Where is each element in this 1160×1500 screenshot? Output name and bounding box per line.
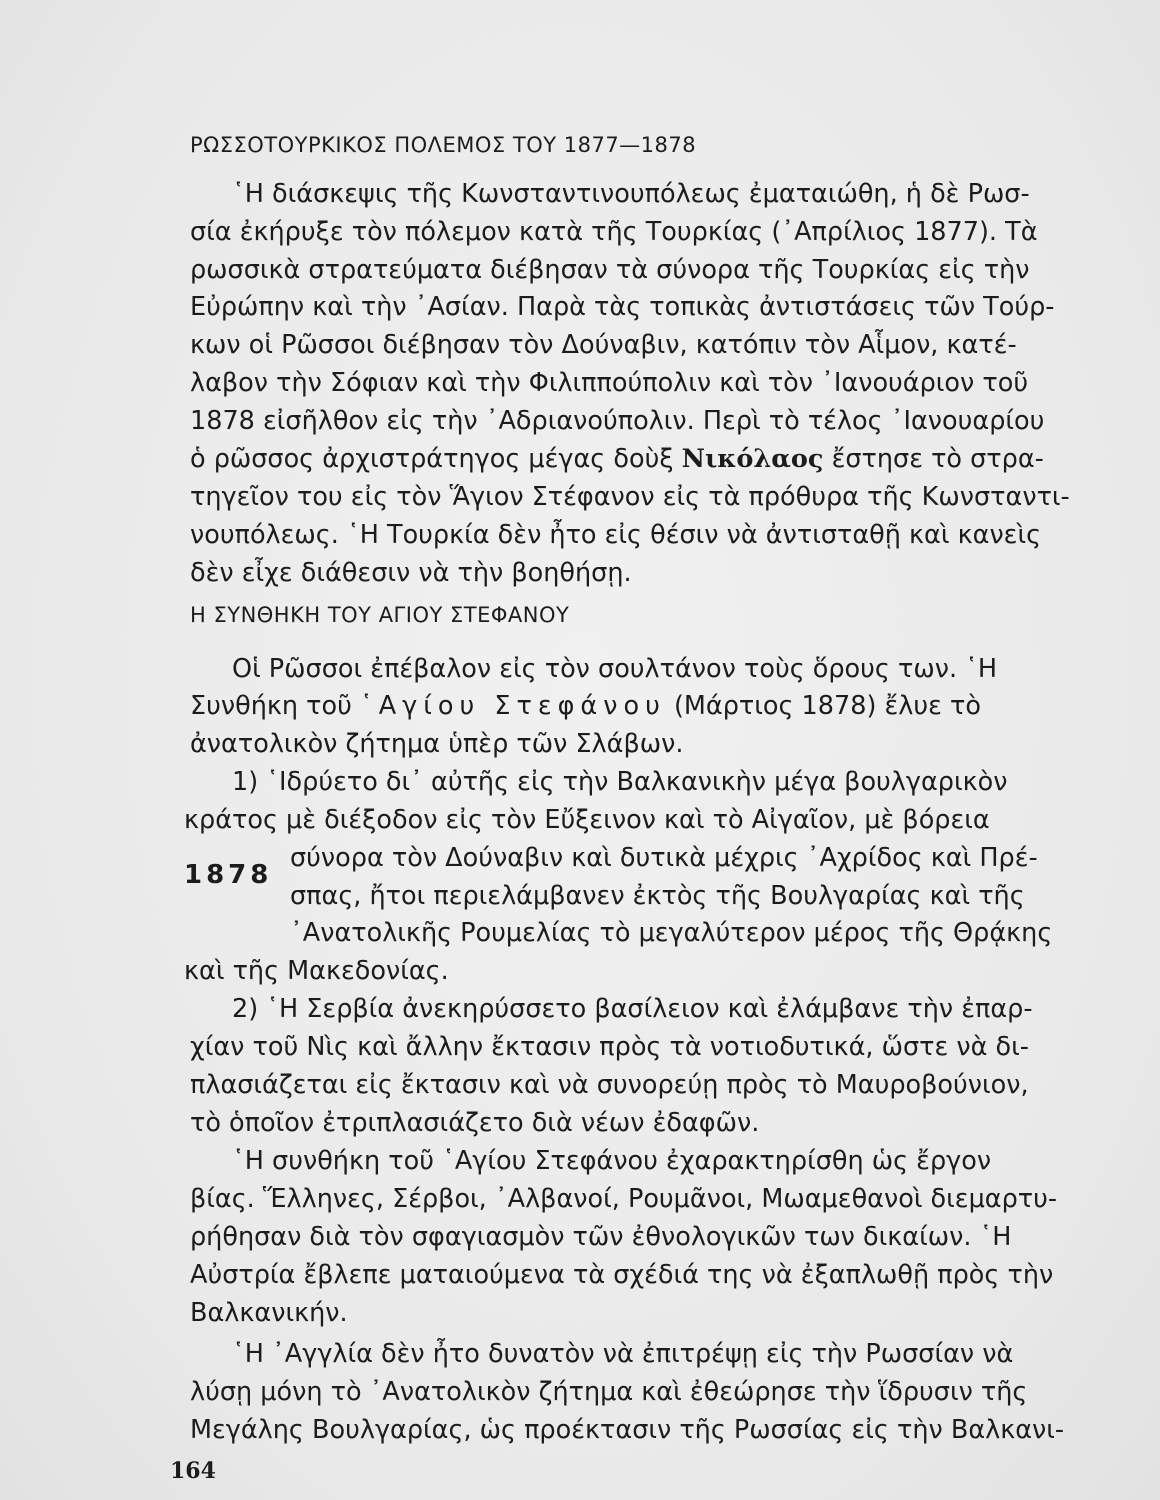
text-line: λαβον τὴν Σόφιαν καὶ τὴν Φιλιππούπολιν καὶ τὸν ᾽Ιανουάριον τοῦ (190, 368, 1029, 398)
text-line: ῾Η συνθήκη τοῦ ῾Αγίου Στεφάνου ἐχαρακτηρίσθη ὡς ἔργον (232, 1146, 992, 1176)
text-line: 2) ῾Η Σερβία ἀνεκηρύσσετο βασίλειον καὶ ἐλάμβανε τὴν ἐπαρ- (232, 994, 1033, 1024)
text-line: πλασιάζεται εἰς ἔκτασιν καὶ νὰ συνορεύῃ πρὸς τὸ Μαυροβούνιον, (190, 1070, 1029, 1100)
text-segment: ἔστησε τὸ στρα- (823, 444, 1044, 474)
text-line: κων οἱ Ρῶσσοι διέβησαν τὸν Δούναβιν, κατόπιν τὸν Αἷμον, κατέ- (190, 330, 1017, 360)
text-segment: ὁ ρῶσσος ἀρχιστράτηγος μέγας δοὺξ (190, 444, 682, 474)
text-line: βίας. Ἕλληνες, Σέρβοι, ᾽Αλβανοί, Ρουμᾶνοι, Μωαμεθανοὶ διεμαρτυ- (190, 1184, 1058, 1214)
text-line: χίαν τοῦ Νὶς καὶ ἄλλην ἔκτασιν πρὸς τὰ νοτιοδυτικά, ὥστε νὰ δι- (190, 1032, 1029, 1062)
page-number: 164 (170, 1458, 216, 1484)
text-segment: (Μάρτιος 1878) ἔλυε τὸ (665, 691, 981, 721)
text-line: ρήθησαν διὰ τὸν σφαγιασμὸν τῶν ἐθνολογικῶν των δικαίων. ῾Η (190, 1222, 1012, 1252)
text-line: κράτος μὲ διέξοδον εἰς τὸν Εὔξεινον καὶ τὸ Αἰγαῖον, μὲ βόρεια (184, 805, 990, 835)
text-line: λύσῃ μόνη τὸ ᾽Ανατολικὸν ζήτημα καὶ ἐθεώρησε τὴν ἵδρυσιν τῆς (190, 1377, 1028, 1407)
text-line: Βαλκανικήν. (190, 1298, 348, 1328)
text-line: Αὐστρία ἔβλεπε ματαιούμενα τὰ σχέδιά της νὰ ἐξαπλωθῇ πρὸς τὴν (190, 1260, 1054, 1290)
text-line (190, 691, 981, 721)
text-line: Οἱ Ρῶσσοι ἐπέβαλον εἰς τὸν σουλτάνον τοὺς ὅρους των. ῾Η (232, 654, 998, 684)
text-line (190, 444, 1044, 474)
text-line: σύνορα τὸν Δούναβιν καὶ δυτικὰ μέχρις ᾽Αχρίδος καὶ Πρέ- (290, 843, 1038, 873)
text-line: ῾Η ᾽Αγγλία δὲν ἦτο δυνατὸν νὰ ἐπιτρέψῃ εἰς τὴν Ρωσσίαν νὰ (232, 1339, 1014, 1369)
section-heading-russo-turkish-war: ΡΩΣΣΟΤΟΥΡΚΙΚΟΣ ΠΟΛΕΜΟΣ ΤΟΥ 1877—1878 (190, 133, 697, 157)
text-line: Εὐρώπην καὶ τὴν ᾽Ασίαν. Παρὰ τὰς τοπικὰς ἀντιστάσεις τῶν Τούρ- (190, 292, 1055, 322)
text-line: ρωσσικὰ στρατεύματα διέβησαν τὰ σύνορα τῆς Τουρκίας εἰς τὴν (190, 255, 1030, 285)
text-line: τηγεῖον του εἰς τὸν Ἅγιον Στέφανον εἰς τὰ πρόθυρα τῆς Κωνσταντι- (190, 482, 1070, 512)
text-line: 1) ῾Ιδρύετο δι᾽ αὐτῆς εἰς τὴν Βαλκανικὴν μέγα βουλγαρικὸν (232, 767, 1008, 797)
text-line: τὸ ὁποῖον ἐτριπλασιάζετο διὰ νέων ἐδαφῶν. (190, 1108, 760, 1138)
text-line: 1878 εἰσῆλθον εἰς τὴν ᾽Αδριανούπολιν. Περὶ τὸ τέλος ᾽Ιανουαρίου (190, 406, 1045, 436)
text-line: δὲν εἶχε διάθεσιν νὰ τὴν βοηθήσῃ. (190, 558, 632, 588)
bold-name-nikolaos: Νικόλαος (681, 444, 824, 474)
text-line: σπας, ἤτοι περιελάμβανεν ἐκτὸς τῆς Βουλγαρίας καὶ τῆς (290, 881, 1025, 911)
text-line: ἀνατολικὸν ζήτημα ὑπὲρ τῶν Σλάβων. (190, 729, 684, 759)
text-line: Μεγάλης Βουλγαρίας, ὡς προέκτασιν τῆς Ρωσσίας εἰς τὴν Βαλκανι- (190, 1415, 1065, 1445)
text-line: σία ἐκήρυξε τὸν πόλεμον κατὰ τῆς Τουρκίας (᾽Απρίλιος 1877). Τὰ (190, 217, 1038, 247)
text-line: καὶ τῆς Μακεδονίας. (184, 956, 449, 986)
text-line: ῾Η διάσκεψις τῆς Κωνσταντινουπόλεως ἐματαιώθη, ἡ δὲ Ρωσ- (232, 179, 1030, 209)
text-line: ᾽Ανατολικῆς Ρουμελίας τὸ μεγαλύτερον μέρος τῆς Θρᾴκης (290, 918, 1053, 948)
spaced-text-agiou-stefanou: ῾Αγίου Στεφάνου (359, 691, 666, 721)
margin-year-label: 1878 (184, 860, 273, 890)
text-line: νουπόλεως. ῾Η Τουρκία δὲν ἦτο εἰς θέσιν νὰ ἀντισταθῇ καὶ κανεὶς (190, 520, 1042, 550)
section-heading-treaty-san-stefano: Η ΣΥΝΘΗΚΗ ΤΟΥ ΑΓΙΟΥ ΣΤΕΦΑΝΟΥ (190, 603, 570, 627)
text-segment: Συνθήκη τοῦ (190, 691, 360, 721)
